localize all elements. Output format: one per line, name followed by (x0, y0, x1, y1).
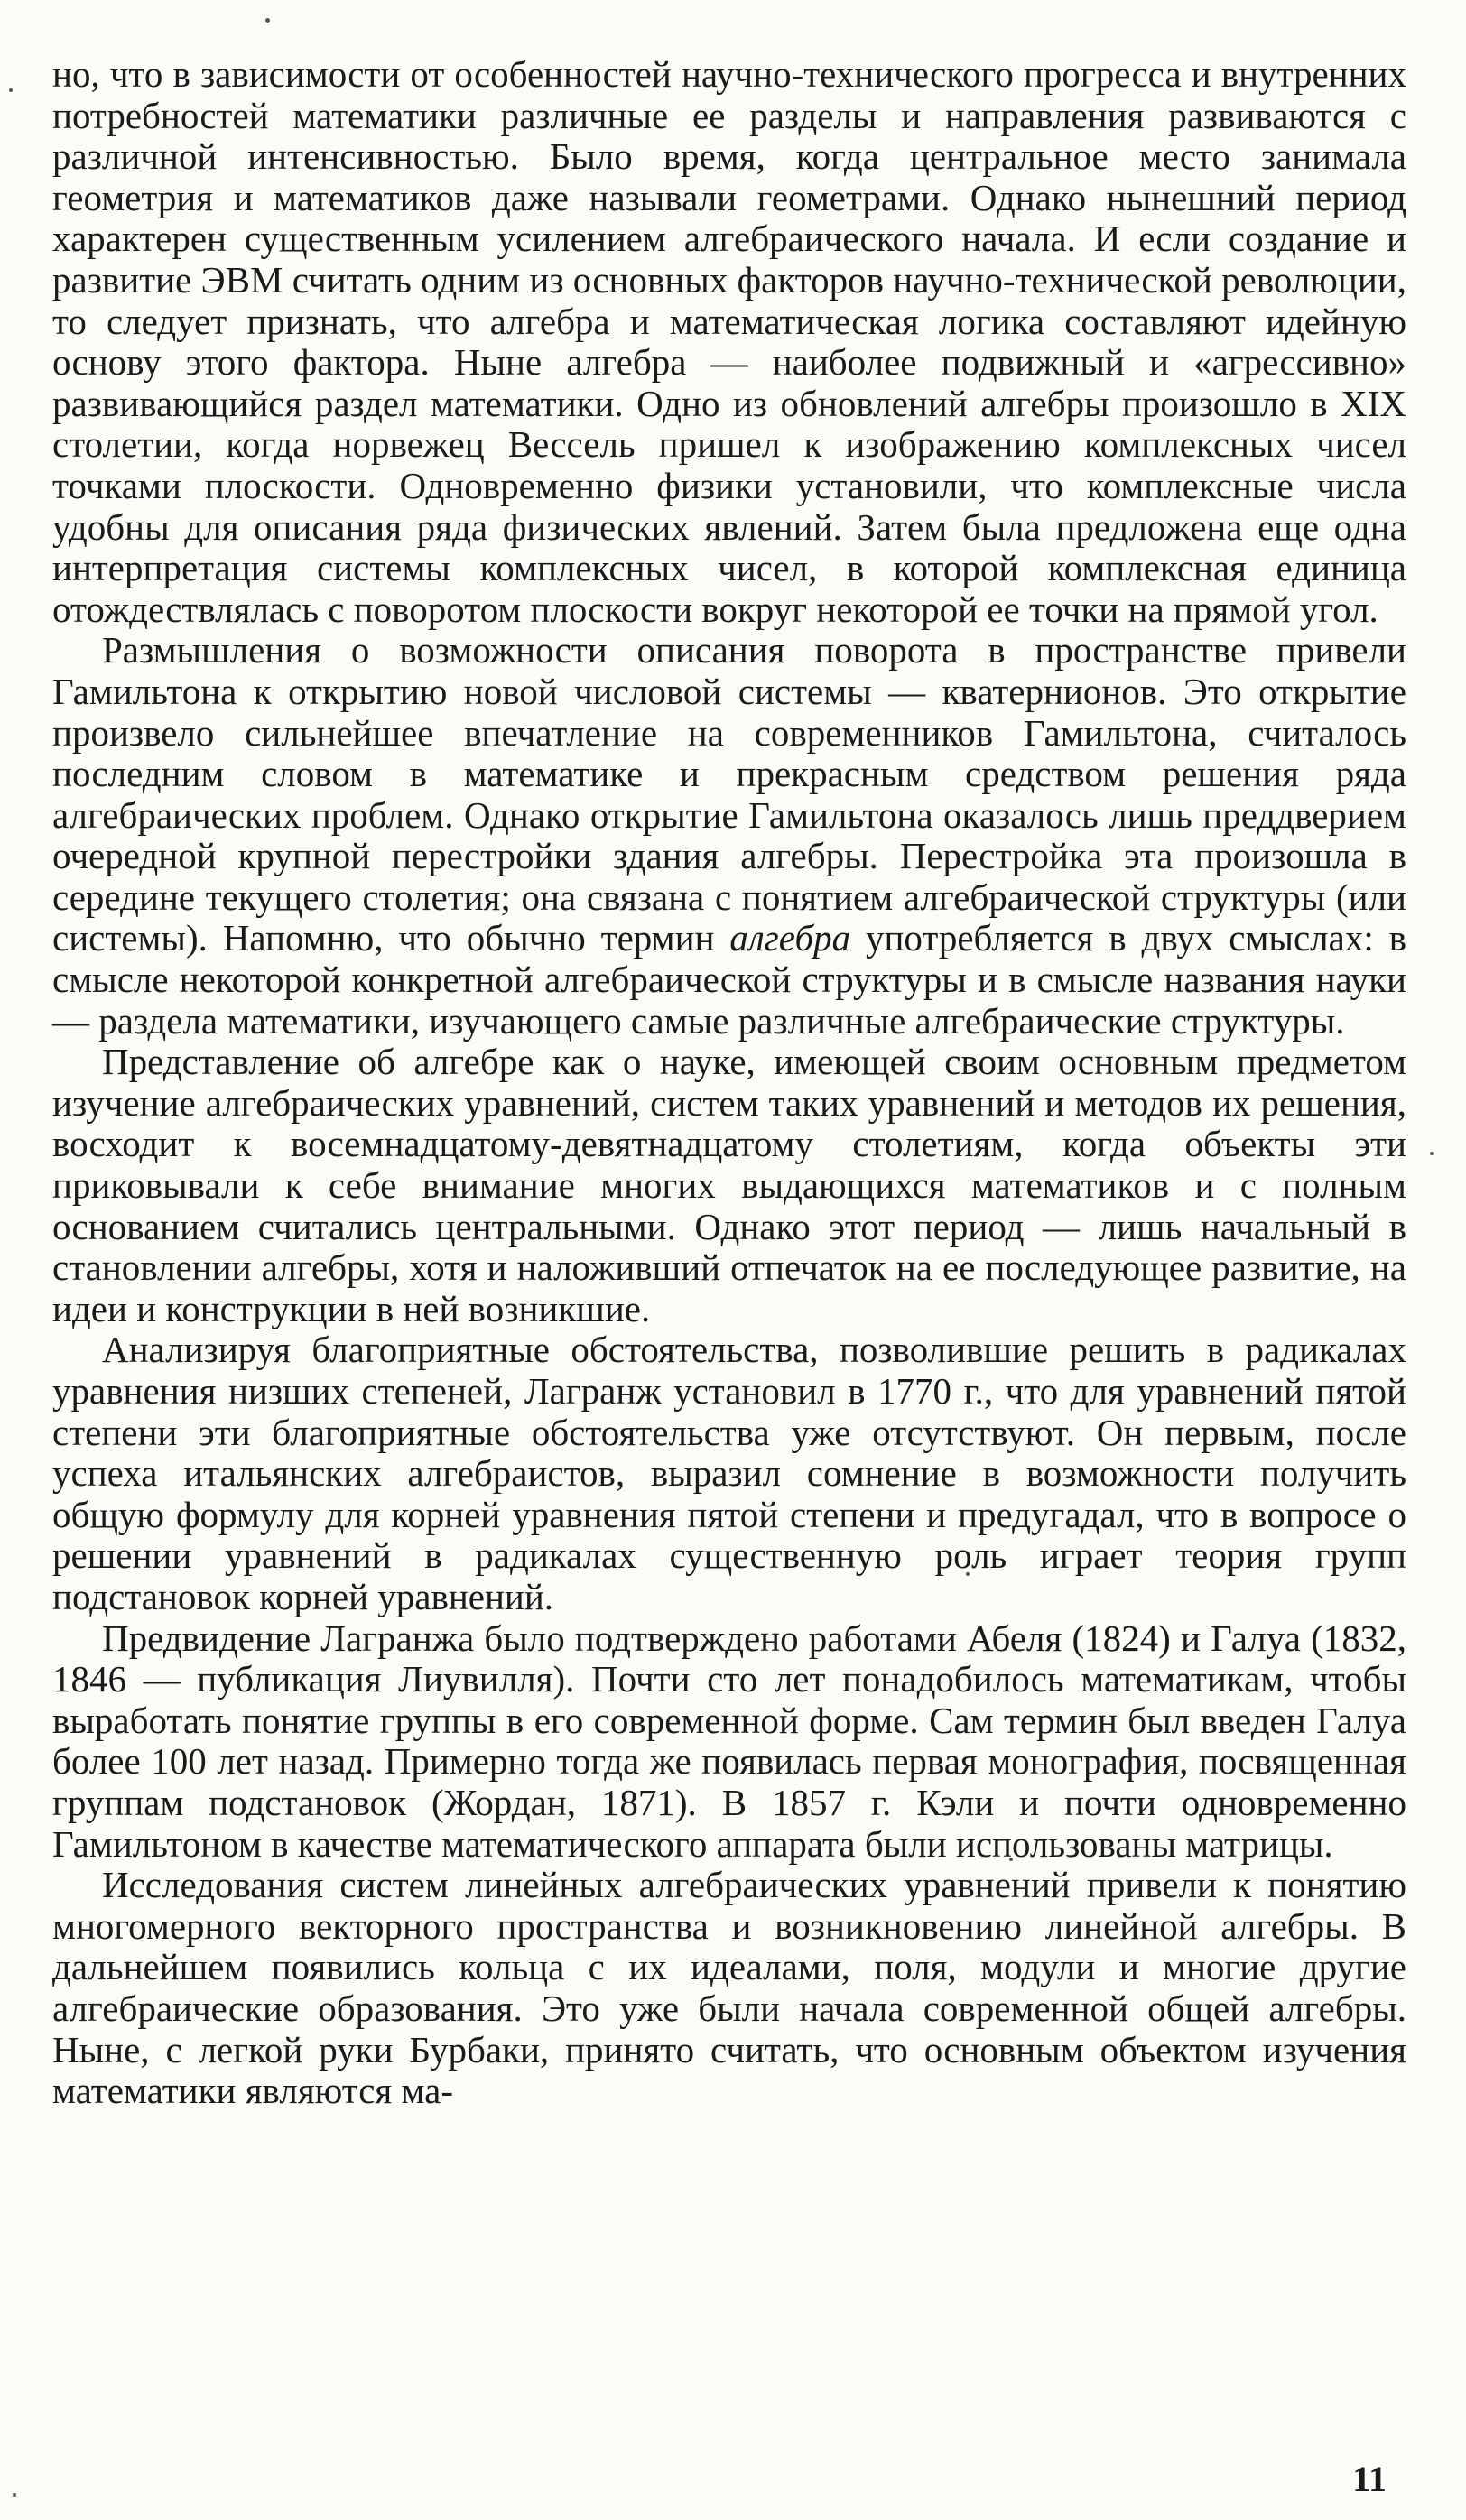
paragraph-2-part-1: Размышления о возможности описания поворота в пространстве привели Гамильтона к открытию новой числовой системы — кватернионов. Это открытие произвело сильнейшее впечатление на современников Гамильтона, считалось последним словом в математике и прекрасным средством решения ряда алгебраических проблем. Однако открытие Гамильтона оказалось лишь преддверием очередной крупной перестройки здания алгебры. Перестройка эта произошла в середине текущего столетия; она связана с понятием алгебраической структуры (или системы). Напомню, что обычно термин (52, 629, 1406, 959)
dust-speck (1430, 1152, 1434, 1155)
paragraph-4: Анализируя благоприятные обстоятельства, позволившие решить в радикалах уравнения низших степеней, Лагранж установил в 1770 г., что для уравнений пятой степени эти благоприятные обстоятельства уже отсутствуют. Он первым, после успеха итальянских алгебраистов, выразил сомнение в возможности получить общую формулу для корней уравнения пятой степени и предугадал, что в вопросе о решении уравнений в радикалах существенную роль играет теория групп подстановок корней уравнений. (52, 1329, 1406, 1617)
dust-speck (9, 88, 13, 92)
paragraph-3: Представление об алгебре как о науке, имеющей своим основным предметом изучение алгебраических уравнений, систем таких уравнений и методов их решения, восходит к восемнадцатому-девятнадцатому столетиям, когда объекты эти приковывали к себе внимание многих выдающихся математиков и с полным основанием считались центральными. Однако этот период — лишь начальный в становлении алгебры, хотя и наложивший отпечаток на ее последующее развитие, на идеи и конструкции в ней возникшие. (52, 1041, 1406, 1329)
italic-term-algebra: алгебра (729, 917, 851, 959)
body-text (52, 54, 1406, 2112)
paragraph-6: Исследования систем линейных алгебраических уравнений привели к понятию многомерного векторного пространства и возникновению линейной алгебры. В дальнейшем появились кольца с их идеалами, поля, модули и многие другие алгебраические образования. Это уже были начала современной общей алгебры. Ныне, с легкой руки Бурбаки, принято считать, что основным объектом изучения математики являются ма- (52, 1864, 1406, 2112)
paragraph-5: Предвидение Лагранжа было подтверждено работами Абеля (1824) и Галуа (1832, 1846 — публикация Лиувилля). Почти сто лет понадобилось математикам, чтобы выработать понятие группы в его современной форме. Сам термин был введен Галуа более 100 лет назад. Примерно тогда же появилась первая монография, посвященная группам подстановок (Жордан, 1871). В 1857 г. Кэли и почти одновременно Гамильтоном в качестве математического аппарата были использованы матрицы. (52, 1617, 1406, 1865)
paragraph-2-part-2: употребляется в двух смыслах: в смысле некоторой конкретной алгебраической структуры и в смысле названия науки — раздела математики, изучающего самые различные алгебраические структуры. (52, 917, 1406, 1042)
paragraph-1: но, что в зависимости от особенностей научно-технического прогресса и внутренних потребностей математики различные ее разделы и направления развиваются с различной интенсивностью. Было время, когда центральное место занимала геометрия и математиков даже называли геометрами. Однако нынешний период характерен существенным усилением алгебраического начала. И если создание и развитие ЭВМ считать одним из основных факторов научно-технической революции, то следует признать, что алгебра и математическая логика составляют идейную основу этого фактора. Ныне алгебра — наиболее подвижный и «агрессивно» развивающийся раздел математики. Одно из обновлений алгебры произошло в XIX столетии, когда норвежец Вессель пришел к изображению комплексных чисел точками плоскости. Одновременно физики установили, что комплексные числа удобны для описания ряда физических явлений. Затем была предложена еще одна интерпретация системы комплексных чисел, в которой комплексная единица отождествлялась с поворотом плоскости вокруг некоторой ее точки на прямой угол. (52, 53, 1406, 630)
paragraph-2 (52, 630, 1406, 1042)
dust-speck (265, 18, 270, 23)
page-number: 11 (1352, 2459, 1387, 2499)
dust-speck (13, 2493, 16, 2497)
